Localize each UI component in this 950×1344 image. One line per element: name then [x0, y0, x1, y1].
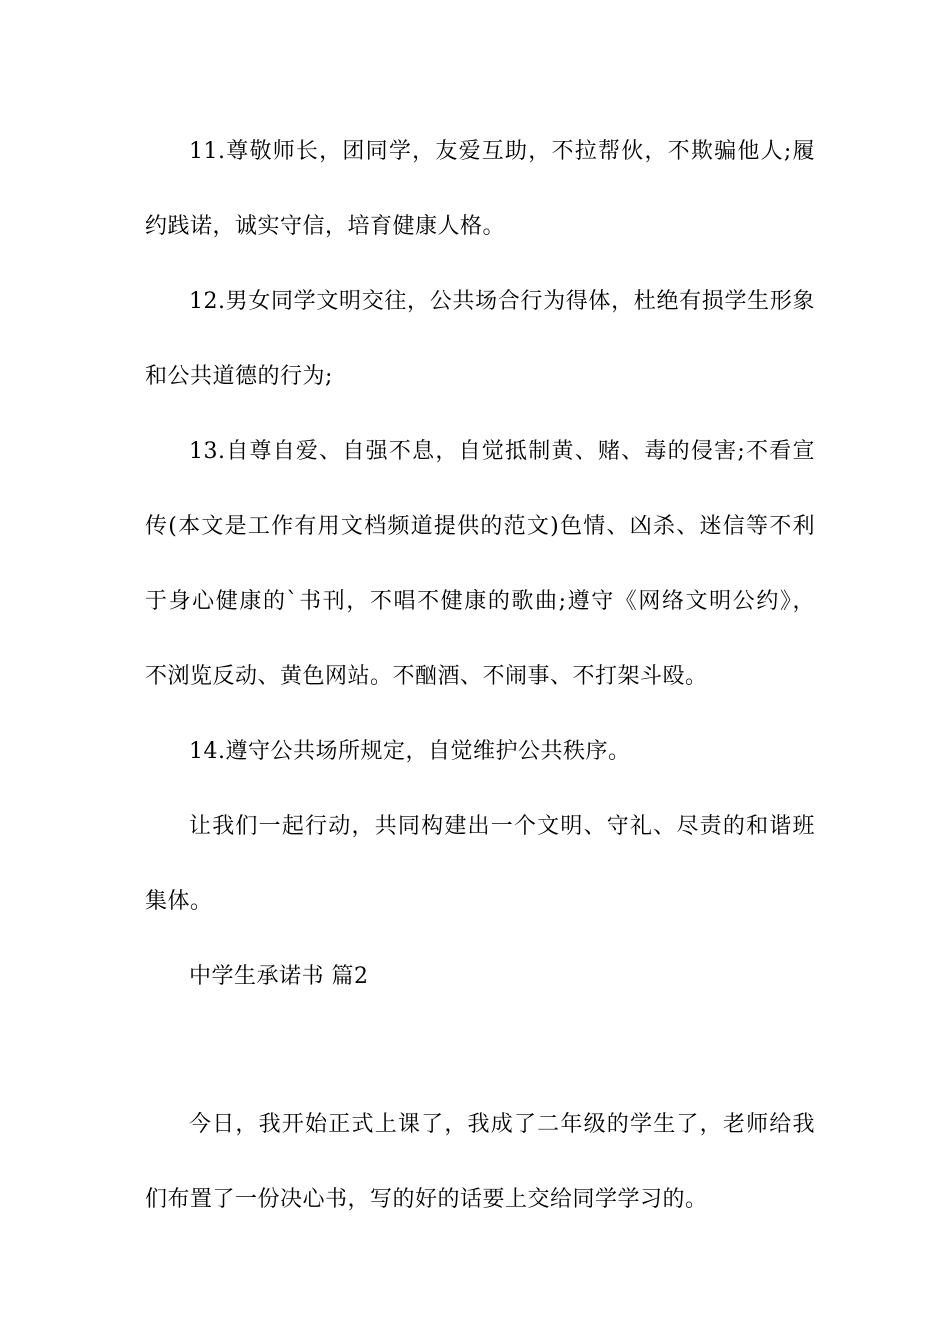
paragraph-11-line-2: 约践诺，诚实守信，培育健康人格。	[145, 214, 506, 239]
paragraph-14-line-1: 14.遵守公共场所规定，自觉维护公共秩序。	[189, 739, 631, 764]
paragraph-13-line-4: 不浏览反动、黄色网站。不酗酒、不闹事、不打架斗殴。	[145, 664, 708, 689]
essay-paragraph-line-2: 们布置了一份决心书，写的好的话要上交给同学学习的。	[145, 1187, 708, 1212]
paragraph-13-line-2: 传(本文是工作有用文档频道提供的范文)色情、凶杀、迷信等不利	[145, 514, 815, 539]
section-heading: 中学生承诺书 篇2	[189, 964, 369, 989]
paragraph-13-line-3: 于身心健康的`书刊，不唱不健康的歌曲;遵守《网络文明公约》，	[145, 589, 815, 614]
paragraph-13-line-1: 13.自尊自爱、自强不息，自觉抵制黄、赌、毒的侵害;不看宣	[189, 439, 815, 464]
essay-paragraph-line-1: 今日，我开始正式上课了，我成了二年级的学生了，老师给我	[189, 1112, 815, 1137]
closing-paragraph-line-1: 让我们一起行动，共同构建出一个文明、守礼、尽责的和谐班	[189, 814, 815, 839]
paragraph-12-line-2: 和公共道德的行为;	[145, 364, 333, 389]
paragraph-12-line-1: 12.男女同学文明交往，公共场合行为得体，杜绝有损学生形象	[189, 289, 815, 314]
closing-paragraph-line-2: 集体。	[145, 889, 213, 914]
paragraph-11-line-1: 11.尊敬师长，团同学，友爱互助，不拉帮伙，不欺骗他人;履	[189, 139, 815, 164]
